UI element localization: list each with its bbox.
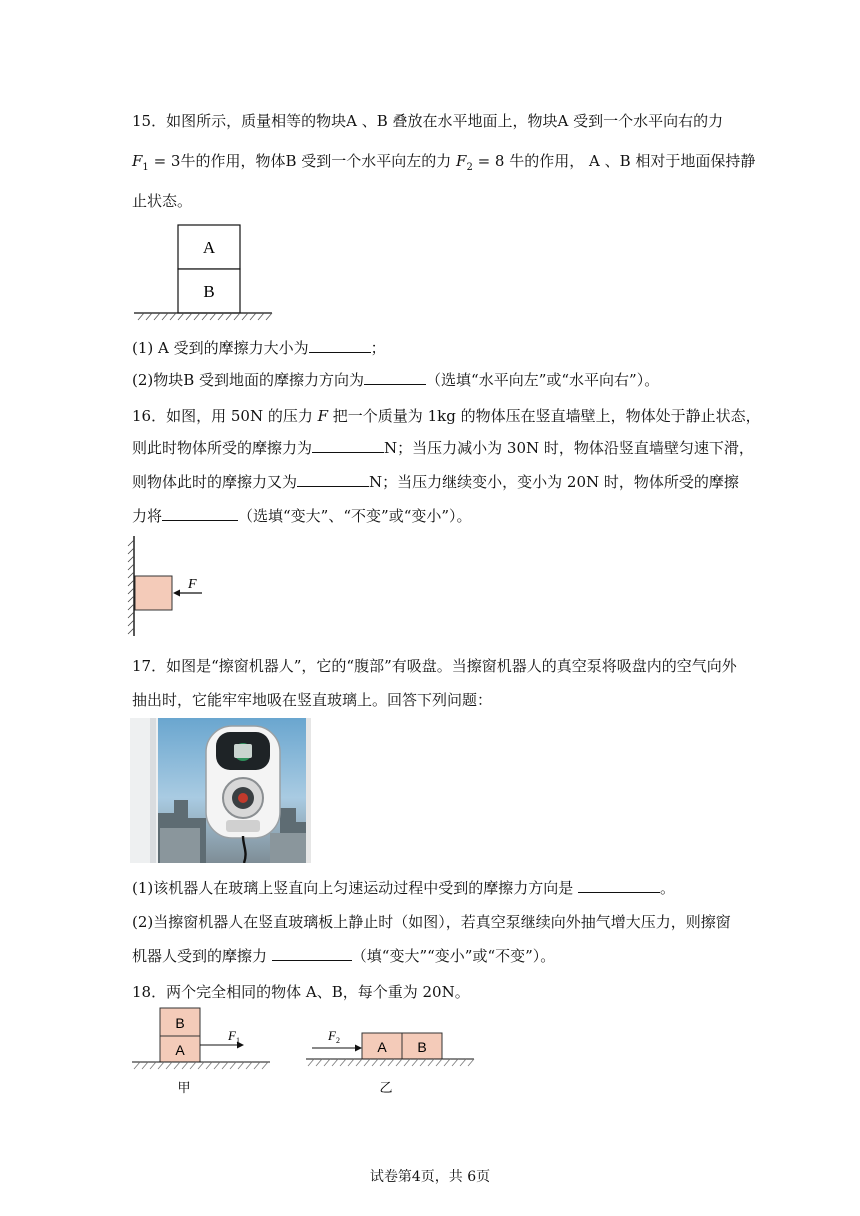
force-label: F [188, 577, 197, 592]
answer-blank[interactable] [297, 472, 369, 487]
force-arrow-head [173, 590, 180, 597]
answer-blank[interactable] [272, 946, 352, 961]
ground-hatching [134, 1062, 268, 1069]
q16-line-2: 则此时物体所受的摩擦力为 N；当压力减小为 30N 时，物体沿竖直墙壁匀速下滑， [132, 439, 754, 457]
ground-hatching [138, 313, 272, 320]
force-label: $F_1$ [228, 1028, 240, 1045]
block-a-label: A [202, 238, 216, 257]
q17-line-1: 17．如图是“擦窗机器人”，它的“腹部”有吸盘。当擦窗机器人的真空泵将吸盘内的空气向外 [132, 657, 737, 675]
pressed-block [135, 576, 172, 610]
q15-sub-2: (2)物块B 受到地面的摩擦力方向为 （选填“水平向左”或“水平向右”）。 [132, 371, 660, 389]
q15-line-2: $F_1 = 3$牛的作用，物体B 受到一个水平向左的力 $F_2 = 8$ 牛的作用， A 、B 相对于地面保持静 [132, 152, 756, 173]
page-footer: 试卷第4页，共 6页 [369, 1169, 491, 1185]
wall-block-figure [122, 532, 217, 640]
block-b-label: B [203, 282, 215, 301]
force-arrow-head [355, 1045, 362, 1052]
caption-yi: 乙 [379, 1081, 393, 1096]
q18-line-1: 18．两个完全相同的物体 A、B，每个重为 20N。 [132, 983, 470, 1001]
block-a-label: A [175, 1042, 185, 1058]
answer-blank[interactable] [309, 338, 371, 353]
answer-blank[interactable] [578, 878, 660, 893]
q15-sub-1: (1) A 受到的摩擦力大小为 ； [132, 339, 386, 357]
q16-line-3: 则物体此时的摩擦力又为 N；当压力继续变小，变小为 20N 时，物体所受的摩擦 [132, 473, 739, 491]
figure-jia [128, 1004, 278, 1100]
q16-line-4: 力将 （选填“变大”、“不变”或“变小”）。 [132, 507, 472, 525]
ground-hatching [308, 1059, 474, 1066]
caption-jia: 甲 [177, 1081, 191, 1096]
answer-blank[interactable] [162, 506, 238, 521]
figure-yi [302, 1018, 478, 1100]
q15-line-1: 15．如图所示，质量相等的物块A 、B 叠放在水平地面上，物块A 受到一个水平向右的力 [132, 112, 724, 130]
block-b-label: B [175, 1015, 185, 1031]
q15-line-3: 止状态。 [132, 192, 193, 210]
q17-line-2: 抽出时，它能牢牢地吸在竖直玻璃上。回答下列问题： [132, 691, 493, 709]
answer-blank[interactable] [312, 438, 384, 453]
answer-blank[interactable] [364, 370, 426, 385]
wall-hatching [128, 540, 134, 634]
window-robot-photo [130, 718, 311, 863]
q16-line-1: 16．如图，用 50N 的压力 F 把一个质量为 1kg 的物体压在竖直墙壁上，物体处于静止状态， [132, 407, 761, 425]
q17-sub-2-line-2: 机器人受到的摩擦力 （填“变大”“变小”或“不变”）。 [132, 947, 556, 965]
q17-sub-1: (1)该机器人在玻璃上竖直向上匀速运动过程中受到的摩擦力方向是 。 [132, 879, 676, 897]
force-label: $F_2$ [328, 1028, 340, 1045]
stacked-blocks-figure [130, 222, 280, 324]
block-a-label: A [377, 1039, 387, 1055]
block-b-label: B [417, 1039, 427, 1055]
q17-sub-2-line-1: (2)当擦窗机器人在竖直玻璃板上静止时（如图），若真空泵继续向外抽气增大压力，则擦窗 [132, 913, 731, 931]
